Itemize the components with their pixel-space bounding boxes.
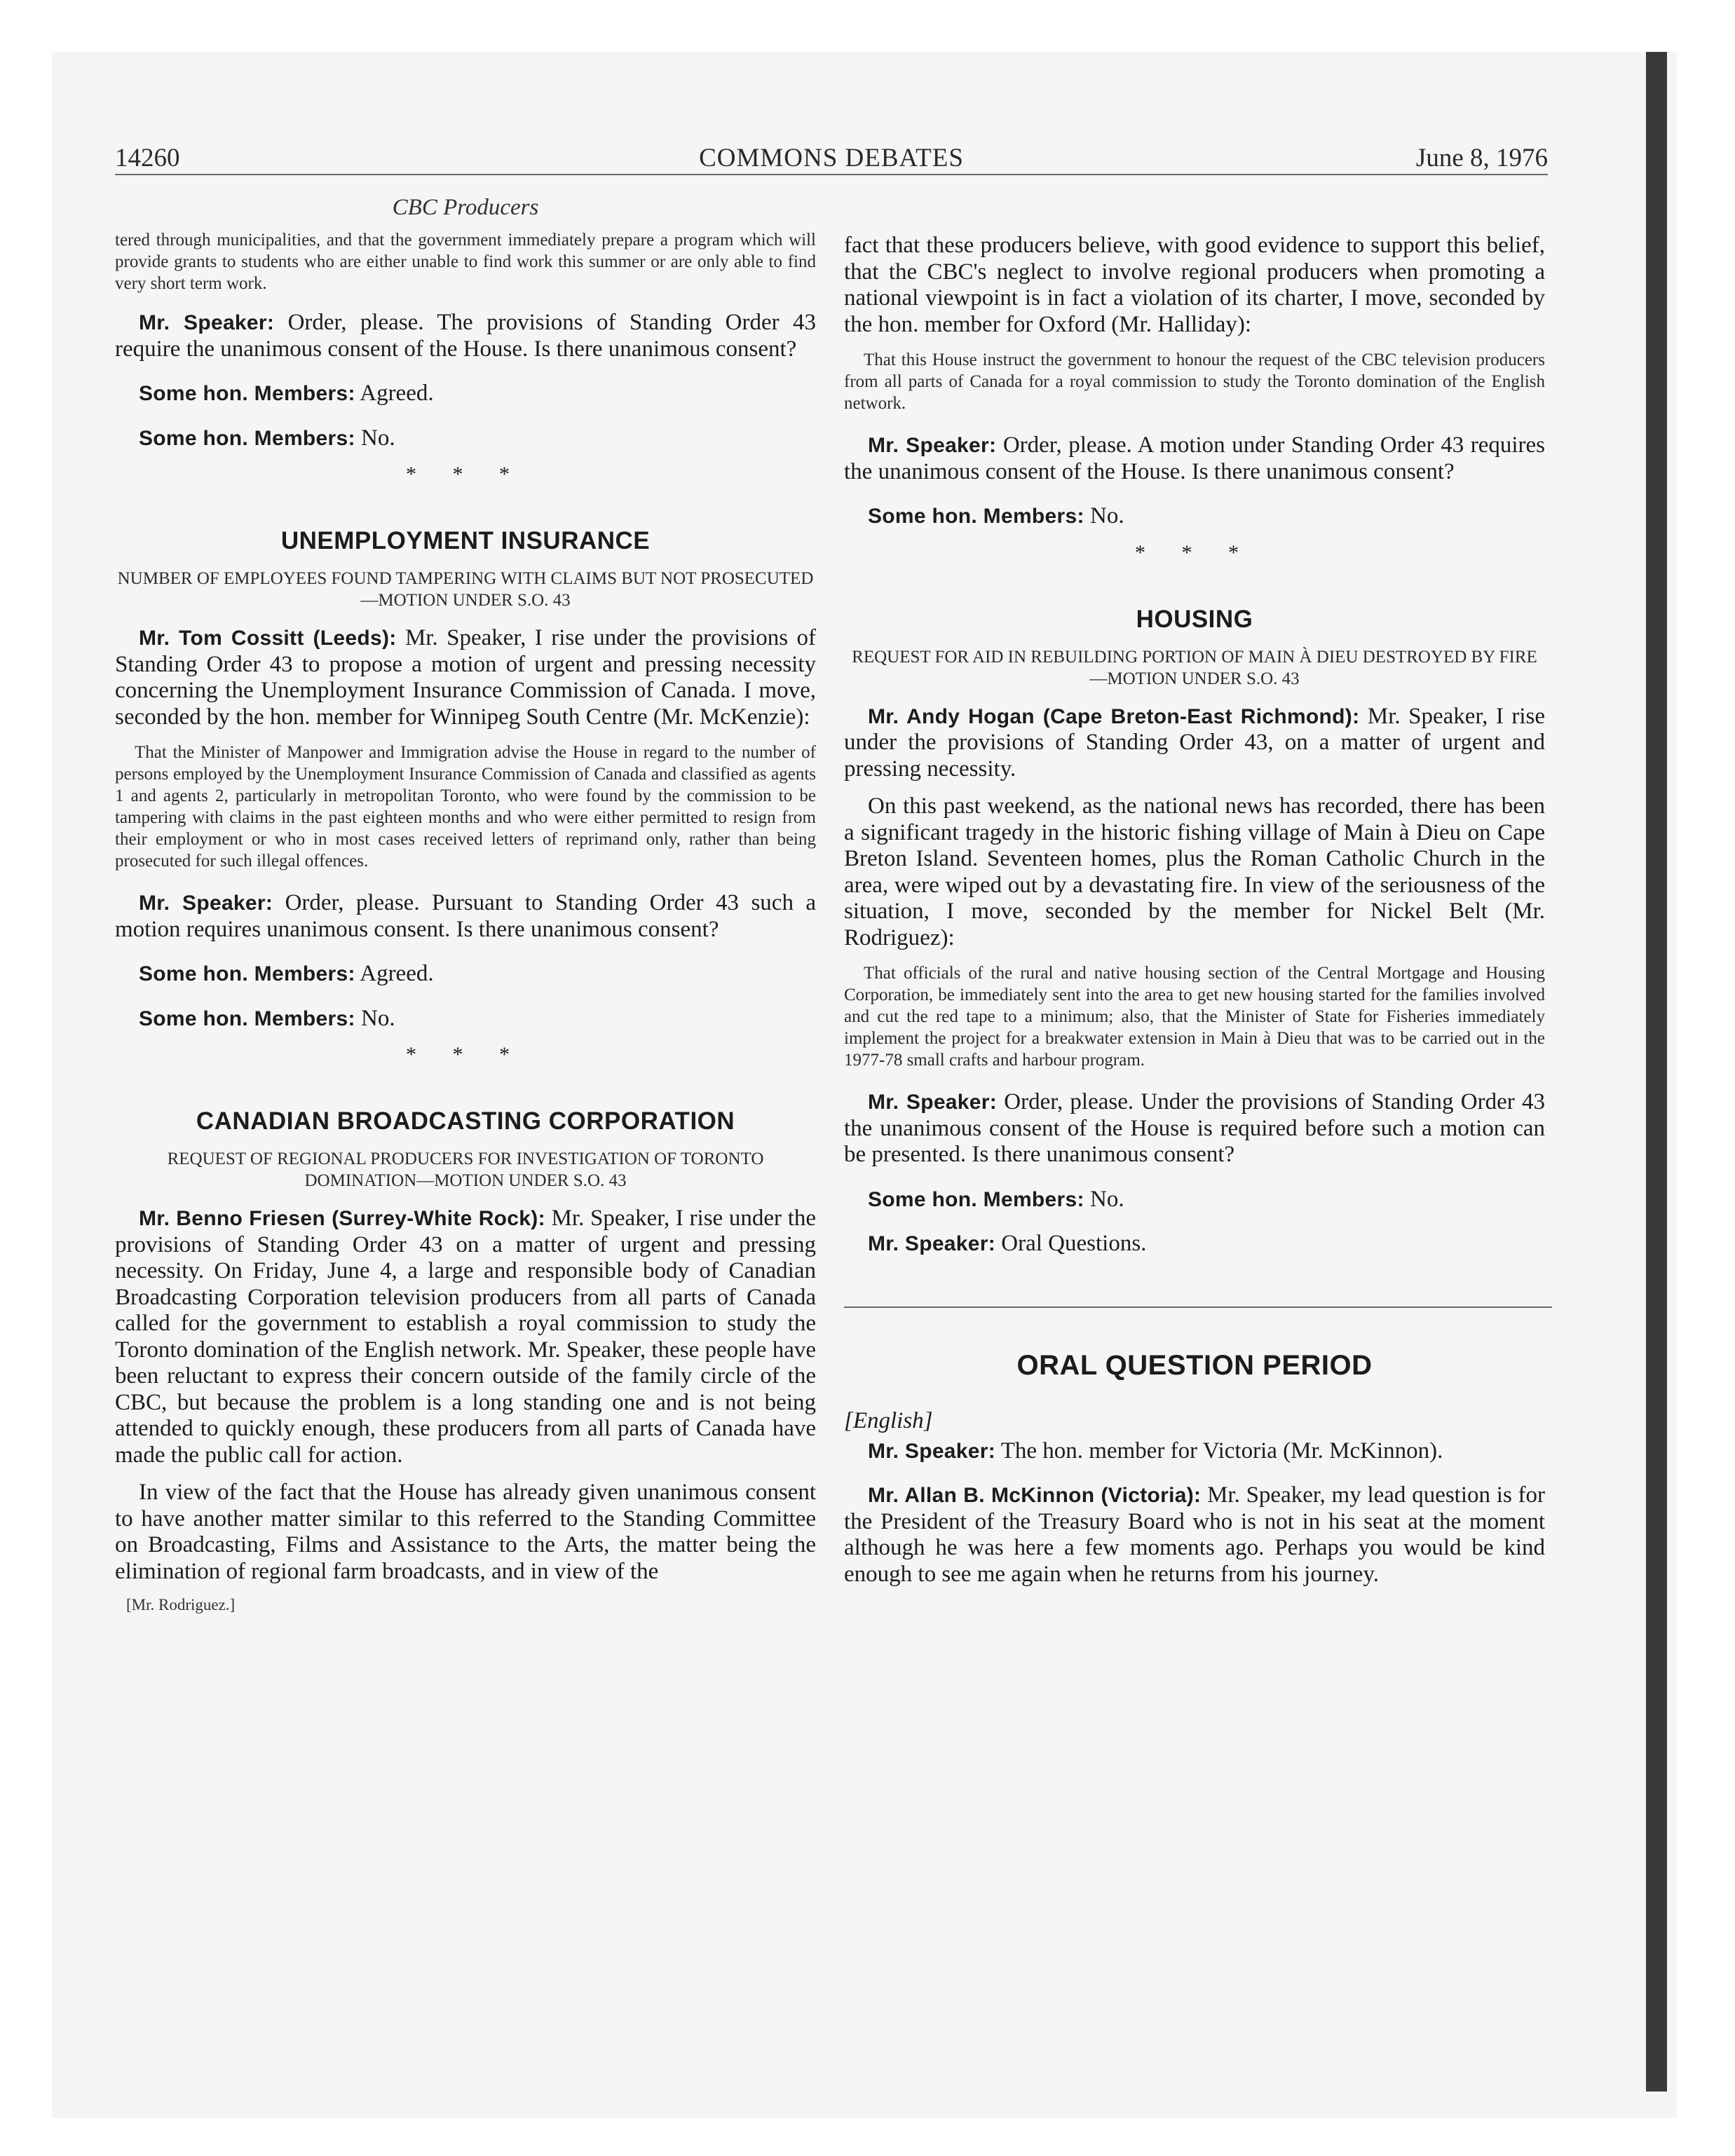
- page-date: June 8, 1976: [1415, 144, 1548, 172]
- speaker-name: Some hon. Members:: [139, 382, 355, 405]
- speaker-name: Mr. Speaker:: [868, 1232, 996, 1255]
- speech-text: Mr. Speaker, I rise under the provisions of Standing Order 43 on a matter of urgent and pressing necessity. On Friday, June 4, a large and responsible body of Canadian Broadcasting Corporation television producers from all parts of Canada called for the government to establish a royal commission to study the Toronto domination of the English network. Mr. Speaker, these people have been reluctant to express their concern outside of the family circle of the CBC, but because the problem is a long standing one and is not being attended to quickly enough, these producers from all parts of Canada have made the public call for action.: [115, 1206, 817, 1468]
- section-rule: [844, 1306, 1552, 1308]
- quote-continuation: tered through municipalities, and that the government immediately prepare a program which will provide grants to students who are either unable to find work this summer or are only able to find very short term work.: [115, 231, 816, 293]
- speaker-name: Mr. Speaker:: [139, 311, 275, 334]
- speaker-name: Mr. Speaker:: [139, 892, 273, 915]
- speaker-name: Some hon. Members:: [868, 505, 1084, 528]
- speech-text: Order, please. Under the provisions of Standing Order 43 the unanimous consent of the House is required before such a motion can be presented. Is there unanimous consent?: [844, 1089, 1545, 1167]
- paragraph: [115, 1206, 816, 1468]
- paragraph: [115, 310, 816, 362]
- section-heading: CANADIAN BROADCASTING CORPORATION: [196, 1107, 735, 1135]
- paragraph: [844, 503, 1545, 530]
- left-column: [115, 195, 816, 1614]
- speech-text: No.: [1090, 503, 1124, 528]
- paragraph: [844, 1231, 1545, 1257]
- speech-text: Order, please. A motion under Standing Order 43 requires the unanimous consent of the House. Is there unanimous consent?: [844, 432, 1545, 484]
- speaker-name: Mr. Tom Cossitt (Leeds):: [139, 627, 397, 650]
- right-column: [844, 233, 1545, 1599]
- running-head: CBC Producers: [392, 195, 539, 220]
- paragraph: [844, 432, 1545, 485]
- speech-text: Mr. Speaker, I rise under the provisions of Standing Order 43 to propose a motion of urgent and pressing necessity concerning the Unemployment Insurance Commission of Canada. I move, seconded by the hon. member for Winnipeg South Centre (Mr. McKenzie):: [115, 625, 817, 730]
- speech-text: Oral Questions.: [1001, 1231, 1147, 1256]
- paragraph: [844, 1187, 1545, 1213]
- speaker-name: Some hon. Members:: [139, 1007, 355, 1030]
- motion-quote: That the Minister of Manpower and Immigration advise the House in regard to the number of persons employed by the Unemployment Insurance Commission of Canada and classified as agents 1 and agents 2, particularly in metropolitan Toronto, who were found by the commission to be tampering with claims in the past eighteen months and who were either permitted to resign from their employment or who in most cases received letters of reprimand only, rather than being prosecuted for such illegal offences.: [115, 743, 816, 871]
- speech-text: No.: [361, 425, 395, 451]
- speaker-name: Mr. Andy Hogan (Cape Breton-East Richmond):: [868, 704, 1360, 728]
- speech-text: Mr. Speaker, my lead question is for the President of the Treasury Board who is not in his seat at the moment although he was here a few moments ago. Perhaps you would be kind enough to see me again when he returns from his journey.: [844, 1482, 1546, 1587]
- speech-text: Mr. Speaker, I rise under the provisions of Standing Order 43, on a matter of urgent and pressing necessity.: [844, 703, 1545, 782]
- language-marker: [English]: [844, 1407, 933, 1433]
- paragraph: [115, 381, 816, 407]
- page-header: [115, 143, 1548, 175]
- section-heading: ORAL QUESTION PERIOD: [1016, 1349, 1373, 1381]
- speech-text: Agreed.: [360, 381, 434, 406]
- speaker-name: Mr. Speaker:: [868, 1091, 998, 1114]
- speech-text: No.: [1090, 1186, 1124, 1212]
- speech-text: Agreed.: [360, 961, 434, 986]
- section-separator: * * *: [406, 1043, 525, 1066]
- paragraph: [844, 704, 1545, 783]
- paragraph: fact that these producers believe, with good evidence to support this belief, that the CBC's neglect to involve regional producers when promoting a national viewpoint is in fact a violation of its charter, I move, seconded by the hon. member for Oxford (Mr. Halliday):: [844, 233, 1545, 337]
- speaker-name: Some hon. Members:: [139, 962, 355, 985]
- paragraph: [844, 1089, 1545, 1168]
- paragraph: [115, 890, 816, 943]
- speaker-name: Some hon. Members:: [139, 426, 355, 450]
- page-number: 14260: [115, 144, 180, 172]
- speech-text: No.: [361, 1005, 395, 1031]
- paragraph: On this past weekend, as the national news has recorded, there has been a significant tragedy in the historic fishing village of Main à Dieu on Cape Breton Island. Seventeen homes, plus the Roman Catholic Church in the area, were wiped out by a devastating fire. In view of the seriousness of the situation, I move, seconded by the member for Nickel Belt (Mr. Rodriguez):: [844, 793, 1545, 950]
- speaker-name: Mr. Benno Friesen (Surrey-White Rock):: [139, 1207, 545, 1230]
- section-subheading: NUMBER OF EMPLOYEES FOUND TAMPERING WITH CLAIMS BUT NOT PROSECUTED—MOTION UNDER S.O. 43: [117, 569, 814, 610]
- motion-quote: That this House instruct the government to honour the request of the CBC television producers from all parts of Canada for a royal commission to study the Toronto domination of the English network.: [844, 350, 1545, 413]
- paragraph: [115, 1006, 816, 1032]
- motion-quote: That officials of the rural and native housing section of the Central Mortgage and Housing Corporation, be immediately sent into the area to get new housing started for the families involved and cut the red tape to a minimum; also, that the Minister of State for Fisheries immediately implement the project for a breakwater extension in Main à Dieu that was to be carried out in the 1977-78 small crafts and harbour program.: [844, 964, 1545, 1070]
- speaker-name: Mr. Speaker:: [868, 434, 997, 457]
- paragraph: [844, 1482, 1545, 1588]
- section-subheading: REQUEST OF REGIONAL PRODUCERS FOR INVESTIGATION OF TORONTO DOMINATION—MOTION UNDER S.O. 43: [167, 1149, 764, 1190]
- section-heading: UNEMPLOYMENT INSURANCE: [280, 527, 651, 554]
- paragraph: [115, 625, 816, 730]
- scan-edge-shadow: [1646, 52, 1667, 2092]
- paragraph: [115, 961, 816, 988]
- speaker-name: Mr. Allan B. McKinnon (Victoria):: [868, 1484, 1202, 1507]
- footnote: [Mr. Rodriguez.]: [126, 1596, 236, 1613]
- speech-text: Order, please. Pursuant to Standing Order 43 such a motion requires unanimous consent. Is there unanimous consent?: [115, 890, 816, 942]
- section-subheading: REQUEST FOR AID IN REBUILDING PORTION OF MAIN À DIEU DESTROYED BY FIRE—MOTION UNDER S.O. 43: [852, 647, 1537, 688]
- paragraph: [115, 425, 816, 452]
- speaker-name: Some hon. Members:: [868, 1187, 1084, 1211]
- section-separator: * * *: [1135, 540, 1254, 564]
- section-heading: HOUSING: [1136, 605, 1253, 633]
- speaker-name: Mr. Speaker:: [868, 1439, 996, 1463]
- section-separator: * * *: [406, 463, 525, 486]
- speech-text: Order, please. The provisions of Standing Order 43 require the unanimous consent of the House. Is there unanimous consent?: [115, 310, 816, 362]
- paragraph: [844, 1438, 1545, 1465]
- paragraph: In view of the fact that the House has already given unanimous consent to have another matter similar to this referred to the Standing Committee on Broadcasting, Films and Assistance to the Arts, the matter being the elimination of regional farm broadcasts, and in view of the: [115, 1480, 816, 1584]
- publication-title: COMMONS DEBATES: [699, 144, 964, 172]
- speech-text: The hon. member for Victoria (Mr. McKinnon).: [1000, 1438, 1443, 1464]
- header-rule: [115, 174, 1548, 175]
